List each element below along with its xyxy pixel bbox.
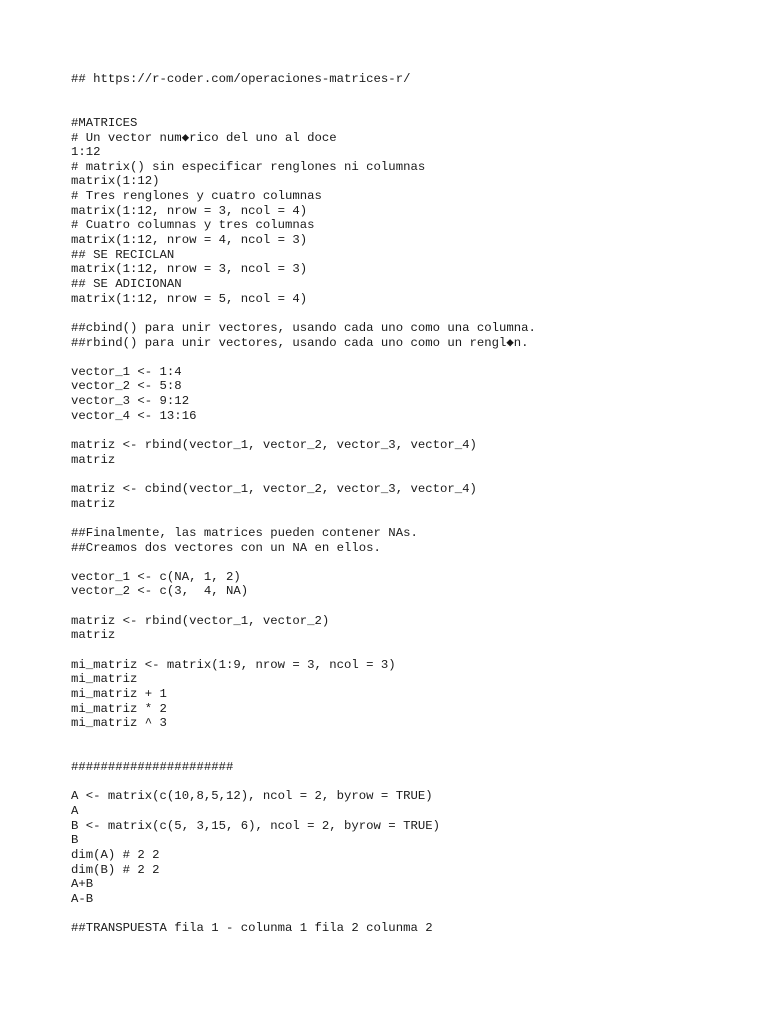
code-line: [71, 467, 536, 482]
code-line: # matrix() sin especificar renglones ni columnas: [71, 159, 426, 174]
code-line: # Tres renglones y cuatro columnas: [71, 189, 322, 204]
code-line: A+B: [71, 877, 94, 892]
code-line: matriz: [71, 496, 116, 511]
code-line: [71, 745, 536, 760]
code-listing: [71, 72, 536, 936]
code-line: [71, 511, 536, 526]
code-line: A-B: [71, 891, 94, 906]
code-line: ##rbind() para unir vectores, usando cada uno como un rengl◆n.: [71, 335, 529, 350]
code-line: mi_matriz * 2: [71, 701, 167, 716]
code-line: [71, 643, 536, 658]
code-line: A <- matrix(c(10,8,5,12), ncol = 2, byrow = TRUE): [71, 789, 433, 804]
code-line: vector_3 <- 9:12: [71, 394, 190, 409]
code-line: [71, 306, 536, 321]
code-line: vector_2 <- 5:8: [71, 379, 182, 394]
code-line: ##TRANSPUESTA fila 1 - colunma 1 fila 2 colunma 2: [71, 921, 433, 936]
code-line: [71, 907, 536, 922]
code-line: vector_4 <- 13:16: [71, 408, 197, 423]
code-line: vector_1 <- 1:4: [71, 364, 182, 379]
code-line: matriz: [71, 452, 116, 467]
code-line: [71, 731, 536, 746]
code-line: [71, 599, 536, 614]
code-line: # Un vector num◆rico del uno al doce: [71, 130, 337, 145]
code-line: ##Finalmente, las matrices pueden contener NAs.: [71, 525, 418, 540]
code-line: dim(A) # 2 2: [71, 847, 160, 862]
code-line: matrix(1:12): [71, 174, 160, 189]
code-line: ##cbind() para unir vectores, usando cada uno como una columna.: [71, 320, 536, 335]
code-line: matriz <- rbind(vector_1, vector_2, vector_3, vector_4): [71, 438, 477, 453]
code-line: matrix(1:12, nrow = 3, ncol = 3): [71, 262, 308, 277]
code-line: [71, 775, 536, 790]
code-line: [71, 101, 536, 116]
code-line: matrix(1:12, nrow = 4, ncol = 3): [71, 233, 308, 248]
code-line: vector_2 <- c(3, 4, NA): [71, 584, 249, 599]
code-line: ## SE RECICLAN: [71, 247, 175, 262]
code-line: B <- matrix(c(5, 3,15, 6), ncol = 2, byrow = TRUE): [71, 818, 440, 833]
code-line: [71, 423, 536, 438]
code-line: matrix(1:12, nrow = 5, ncol = 4): [71, 291, 308, 306]
code-line: vector_1 <- c(NA, 1, 2): [71, 569, 241, 584]
code-line: dim(B) # 2 2: [71, 862, 160, 877]
code-line: [71, 87, 536, 102]
code-line: matriz: [71, 628, 116, 643]
code-line: matriz <- rbind(vector_1, vector_2): [71, 613, 330, 628]
code-line: mi_matriz + 1: [71, 686, 167, 701]
code-line: [71, 555, 536, 570]
code-line: #MATRICES: [71, 115, 138, 130]
code-line: B: [71, 833, 79, 848]
code-line: # Cuatro columnas y tres columnas: [71, 218, 315, 233]
code-line: mi_matriz ^ 3: [71, 716, 167, 731]
code-line: A: [71, 804, 79, 819]
code-line: ##Creamos dos vectores con un NA en ellos.: [71, 540, 381, 555]
code-line: [71, 350, 536, 365]
code-line: 1:12: [71, 145, 101, 160]
code-line: mi_matriz <- matrix(1:9, nrow = 3, ncol = 3): [71, 657, 396, 672]
code-line: matriz <- cbind(vector_1, vector_2, vector_3, vector_4): [71, 481, 477, 496]
code-line: ## https://r-coder.com/operaciones-matrices-r/: [71, 72, 411, 86]
code-line: matrix(1:12, nrow = 3, ncol = 4): [71, 203, 308, 218]
code-line: mi_matriz: [71, 672, 138, 687]
code-line: ######################: [71, 760, 234, 775]
code-line: ## SE ADICIONAN: [71, 276, 182, 291]
